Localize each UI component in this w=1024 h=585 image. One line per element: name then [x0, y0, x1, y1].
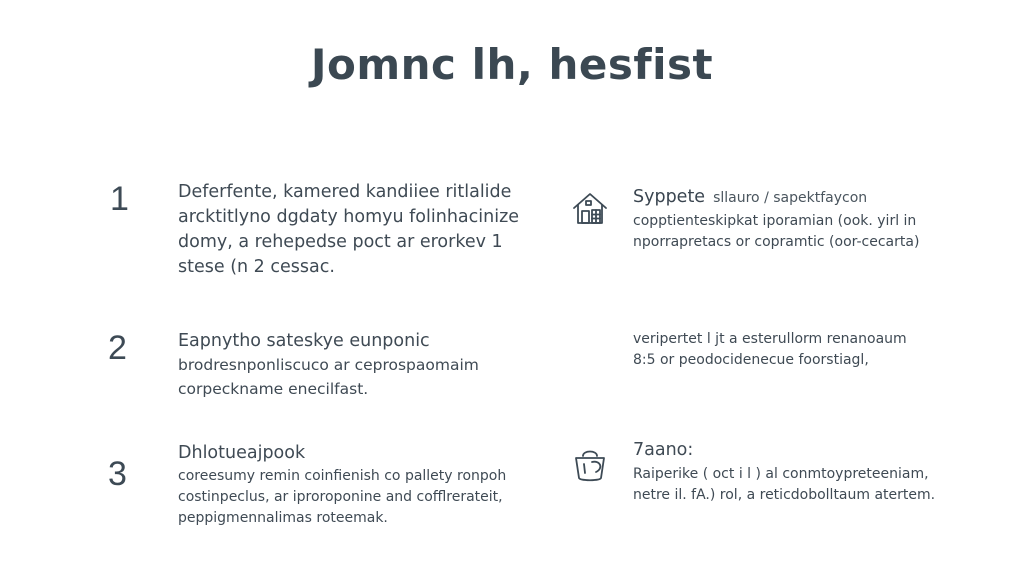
house-icon [570, 188, 610, 228]
item-number-1: 1 [110, 180, 129, 218]
right-item-1-line: copptienteskipkat iporamian (ook. yirl in [633, 213, 917, 229]
item-2-line: Eapnytho sateskye eunponic [178, 331, 430, 351]
right-item-2-line: veripertet l jt a esterullorm renanoaum [633, 331, 907, 347]
item-3-line: costinpeclus, ar iproroponine and cofflrerateit, [178, 489, 503, 505]
item-1-text [178, 180, 519, 280]
item-1-line: Deferfente, kamered kandiiee ritlalide [178, 182, 512, 202]
item-2-line: corpeckname enecilfast. [178, 380, 369, 398]
page-title: Jomnc lh, hesfist [310, 40, 714, 89]
item-3-line: peppigmennalimas roteemak. [178, 510, 388, 526]
item-1-line: stese (n 2 cessac. [178, 257, 335, 277]
item-3-text [178, 441, 506, 529]
right-item-1-text [633, 186, 919, 253]
right-item-1-subheading: sllauro / sapektfaycon [713, 190, 868, 206]
item-number-3: 3 [108, 455, 127, 493]
item-1-line: arcktitlyno dgdaty homyu folinhacinize [178, 207, 520, 227]
right-item-3-line: Raiperike ( oct i l ) al conmtoypreteeniam, [633, 466, 929, 482]
right-item-3-heading: 7aano: [633, 440, 694, 460]
right-item-2-text [633, 329, 907, 371]
item-3-heading: Dhlotueajpook [178, 443, 306, 463]
right-item-1-heading: Syppete [633, 187, 706, 207]
basket-icon [570, 444, 610, 484]
right-item-1-header [633, 186, 919, 209]
right-item-3-line: netre il. fA.) rol, a reticdobolltaum atertem. [633, 487, 936, 503]
item-2-line: brodresnponliscuco ar ceprospaomaim [178, 356, 479, 374]
item-1-line: domy, a rehepedse poct ar erorkev 1 [178, 232, 503, 252]
item-number-2: 2 [108, 329, 127, 367]
right-item-1-line: nporrapretacs or copramtic (oor-cecarta) [633, 234, 920, 250]
right-item-2-line: 8:5 or peodocidenecue foorstiagl, [633, 352, 869, 368]
right-item-3-text [633, 438, 935, 506]
item-3-line: coreesumy remin coinfienish co pallety ronpoh [178, 468, 507, 484]
item-2-text [178, 329, 479, 401]
